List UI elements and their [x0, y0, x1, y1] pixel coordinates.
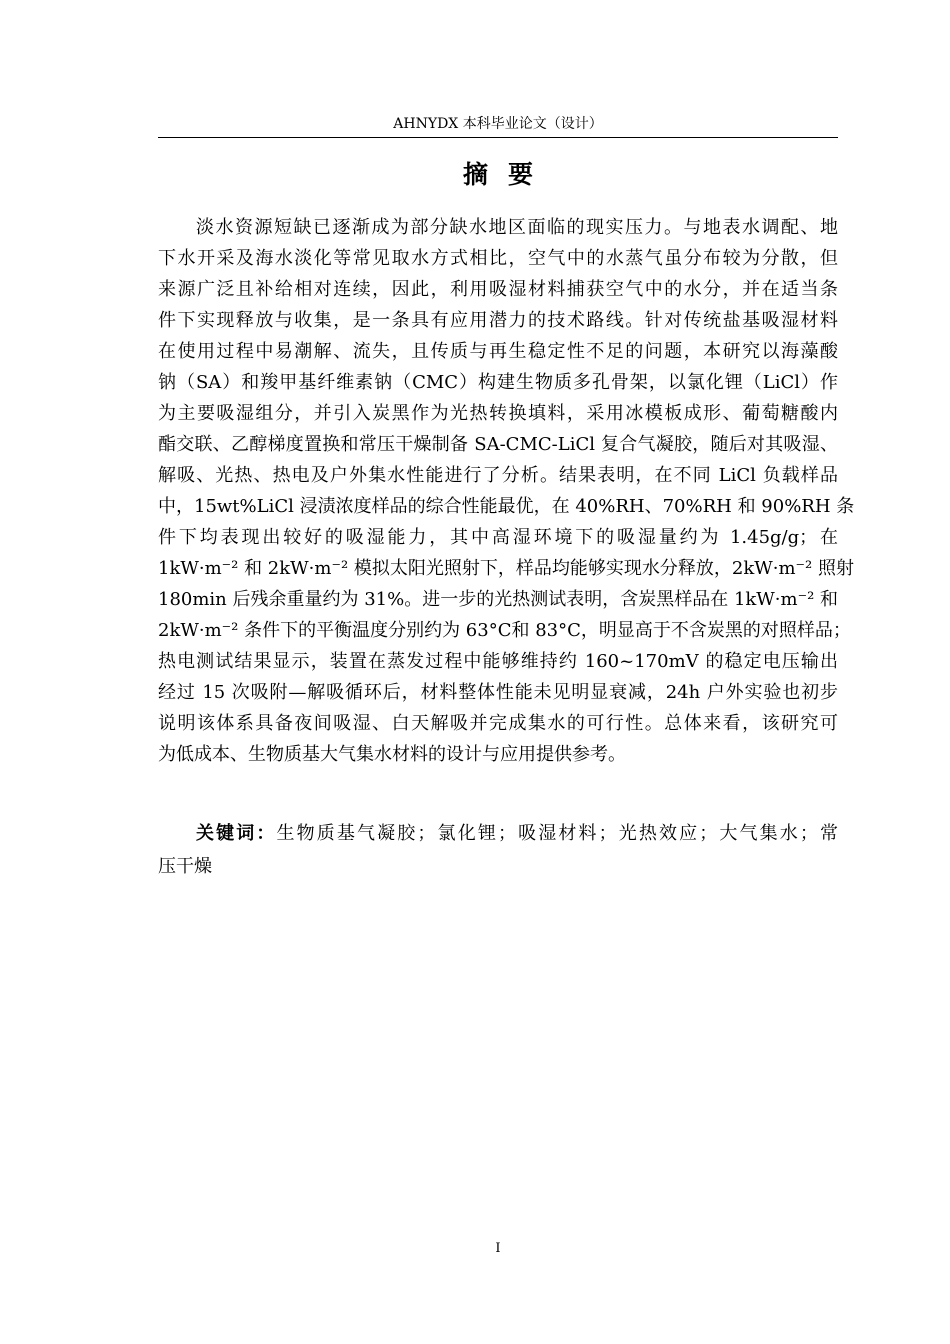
abstract-line: 说明该体系具备夜间吸湿、白天解吸并完成集水的可行性。总体来看，该研究可 [158, 713, 838, 734]
keywords-line-1 [158, 817, 838, 850]
abstract-line: 1kW·m⁻² 和 2kW·m⁻² 模拟太阳光照射下，样品均能够实现水分释放，2kW·m⁻² 照射 [158, 558, 854, 579]
header-rule [158, 137, 838, 138]
keywords-line-2: 压干燥 [158, 856, 212, 877]
abstract-line: 解吸、光热、热电及户外集水性能进行了分析。结果表明，在不同 LiCl 负载样品 [158, 465, 838, 486]
abstract-line: 下水开采及海水淡化等常见取水方式相比，空气中的水蒸气虽分布较为分散，但 [158, 248, 838, 269]
abstract-line: 经过 15 次吸附—解吸循环后，材料整体性能未见明显衰减，24h 户外实验也初步 [158, 682, 838, 703]
abstract-line: 为低成本、生物质基大气集水材料的设计与应用提供参考。 [158, 744, 626, 765]
keywords-text: 生物质基气凝胶；氯化锂；吸湿材料；光热效应；大气集水；常 [276, 823, 839, 844]
abstract-line: 180min 后残余重量约为 31%。进一步的光热测试表明，含炭黑样品在 1kW·m⁻² 和 [158, 589, 839, 610]
abstract-line: 中，15wt%LiCl 浸渍浓度样品的综合性能最优，在 40%RH、70%RH 和 90%RH 条 [158, 496, 855, 517]
page-number: I [495, 1241, 501, 1256]
keywords-label: 关键词： [196, 823, 277, 844]
abstract-body [158, 212, 855, 770]
abstract-line: 件下实现释放与收集，是一条具有应用潜力的技术路线。针对传统盐基吸湿材料 [158, 310, 838, 331]
abstract-line: 酯交联、乙醇梯度置换和常压干燥制备 SA-CMC-LiCl 复合气凝胶，随后对其吸湿、 [158, 434, 838, 455]
abstract-line: 件下均表现出较好的吸湿能力，其中高湿环境下的吸湿量约为 1.45g/g；在 [158, 527, 838, 548]
abstract-line: 来源广泛且补给相对连续，因此，利用吸湿材料捕获空气中的水分，并在适当条 [158, 279, 838, 300]
page-title: 摘要 [462, 160, 553, 189]
keywords-block [158, 817, 838, 883]
abstract-line: 在使用过程中易潮解、流失，且传质与再生稳定性不足的问题，本研究以海藻酸 [158, 341, 838, 362]
abstract-line: 2kW·m⁻² 条件下的平衡温度分别约为 63°C和 83°C，明显高于不含炭黑的对照样品； [158, 620, 851, 641]
abstract-line: 为主要吸湿组分，并引入炭黑作为光热转换填料，采用冰模板成形、葡萄糖酸内 [158, 403, 838, 424]
running-header: AHNYDX 本科毕业论文（设计） [393, 116, 603, 132]
abstract-line: 热电测试结果显示，装置在蒸发过程中能够维持约 160~170mV 的稳定电压输出 [158, 651, 838, 672]
abstract-line: 淡水资源短缺已逐渐成为部分缺水地区面临的现实压力。与地表水调配、地 [196, 217, 838, 238]
abstract-line: 钠（SA）和羧甲基纤维素钠（CMC）构建生物质多孔骨架，以氯化锂（LiCl）作 [158, 372, 838, 393]
